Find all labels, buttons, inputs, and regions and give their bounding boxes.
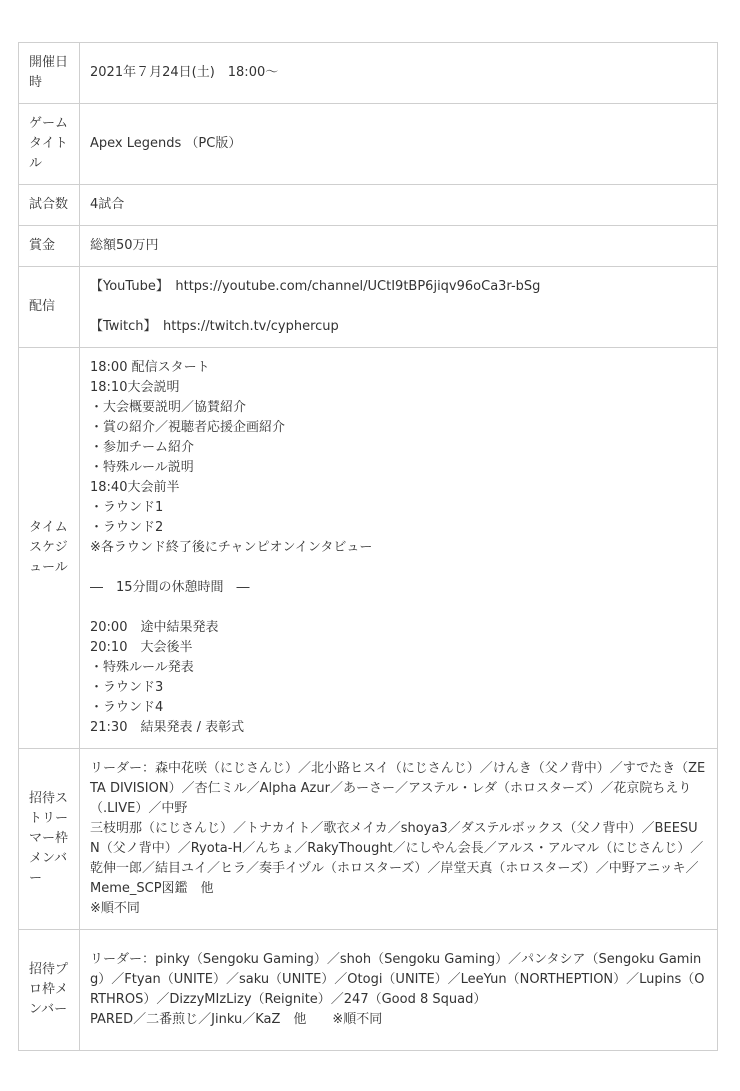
member-line: リーダー：pinky（Sengoku Gaming）／shoh（Sengoku Gaming）／パンタシア（Sengoku Gaming）／Ftyan（UNITE）／saku（UNITE）／Otogi（UNITE）／LeeYun（NORTHEPTION）／Lupins（ORTHROS）／DizzyMIzLizy（Reignite）／247（Good 8 Squad）: [90, 952, 705, 1007]
row-label-pros: 招待プロ枠メンバー: [19, 930, 80, 1051]
schedule-line: 18:40大会前半: [90, 480, 180, 495]
schedule-line: ・ラウンド1: [90, 500, 164, 515]
schedule-line: ・賞の紹介／視聴者応援企画紹介: [90, 420, 286, 435]
table-row: [19, 930, 718, 1051]
table-row: [19, 185, 718, 226]
table-row: [19, 43, 718, 104]
twitch-link[interactable]: 【Twitch】 https://twitch.tv/cyphercup: [90, 319, 339, 334]
member-line: リーダー：森中花咲（にじさんじ）／北小路ヒスイ（にじさんじ）／けんき（父ノ背中）／すでたき（ZETA DIVISION）／杏仁ミル／Alpha Azur／あーさー／アステル・レダ（ホロスターズ）／花京院ちえり（.LIVE）／中野: [90, 761, 706, 816]
row-value-streamers: [80, 749, 718, 930]
schedule-line: ・ラウンド2: [90, 520, 164, 535]
table-row: [19, 267, 718, 348]
schedule-line: ― 15分間の休憩時間 ―: [90, 580, 250, 595]
row-value-prize: [80, 226, 718, 267]
member-line: ※順不同: [90, 901, 140, 916]
value-line: Apex Legends （PC版）: [90, 136, 242, 151]
schedule-line: [90, 598, 707, 618]
schedule-line: ・ラウンド3: [90, 680, 164, 695]
schedule-line: ・参加チーム紹介: [90, 440, 195, 455]
value-line: 4試合: [90, 197, 125, 212]
row-label-stream: 配信: [19, 267, 80, 348]
schedule-line: ・特殊ルール説明: [90, 460, 194, 475]
row-label-date: 開催日時: [19, 43, 80, 104]
row-label-game-title: ゲームタイトル: [19, 104, 80, 185]
row-value-matches: [80, 185, 718, 226]
blank-line: [90, 297, 707, 317]
schedule-line: [90, 558, 707, 578]
member-line: PARED／二番煎じ／Jinku／KaZ 他 ※順不同: [90, 1012, 383, 1027]
value-line: 総額50万円: [90, 238, 159, 253]
row-label-matches: 試合数: [19, 185, 80, 226]
schedule-line: 18:00 配信スタート: [90, 360, 210, 375]
schedule-line: ・大会概要説明／協賛紹介: [90, 400, 247, 415]
value-line: 2021年７月24日(土) 18:00〜: [90, 65, 279, 80]
table-row: [19, 749, 718, 930]
schedule-line: 21:30 結果発表 / 表彰式: [90, 720, 245, 735]
row-value-schedule: [80, 348, 718, 749]
table-row: [19, 104, 718, 185]
schedule-line: ・特殊ルール発表: [90, 660, 194, 675]
schedule-line: ※各ラウンド終了後にチャンピオンインタビュー: [90, 540, 373, 555]
row-value-stream: [80, 267, 718, 348]
schedule-line: ・ラウンド4: [90, 700, 164, 715]
youtube-link[interactable]: 【YouTube】 https://youtube.com/channel/UCtI9tBP6jiqv96oCa3r-bSg: [90, 279, 541, 294]
event-info-table: [18, 42, 718, 1051]
table-row: [19, 348, 718, 749]
member-line: 三枝明那（にじさんじ）／トナカイト／歌衣メイカ／shoya3／ダステルボックス（父ノ背中）／BEESUN（父ノ背中）／Ryota-H／んちょ／RakyThought／にしやん会長／アルス・アルマル（にじさんじ）／乾伸一郎／結目ユイ／ヒラ／奏手イヅル（ホロスターズ）／岸堂天真（ホロスターズ）／中野アニッキ／Meme_SCP図鑑 他: [90, 821, 704, 896]
schedule-line: 18:10大会説明: [90, 380, 180, 395]
table-row: [19, 226, 718, 267]
row-value-game-title: [80, 104, 718, 185]
row-label-prize: 賞金: [19, 226, 80, 267]
row-label-streamers: 招待ストリーマー枠メンバー: [19, 749, 80, 930]
row-label-schedule: タイムスケジュール: [19, 348, 80, 749]
schedule-line: 20:00 途中結果発表: [90, 620, 219, 635]
row-value-date: [80, 43, 718, 104]
row-value-pros: [80, 930, 718, 1051]
schedule-line: 20:10 大会後半: [90, 640, 193, 655]
